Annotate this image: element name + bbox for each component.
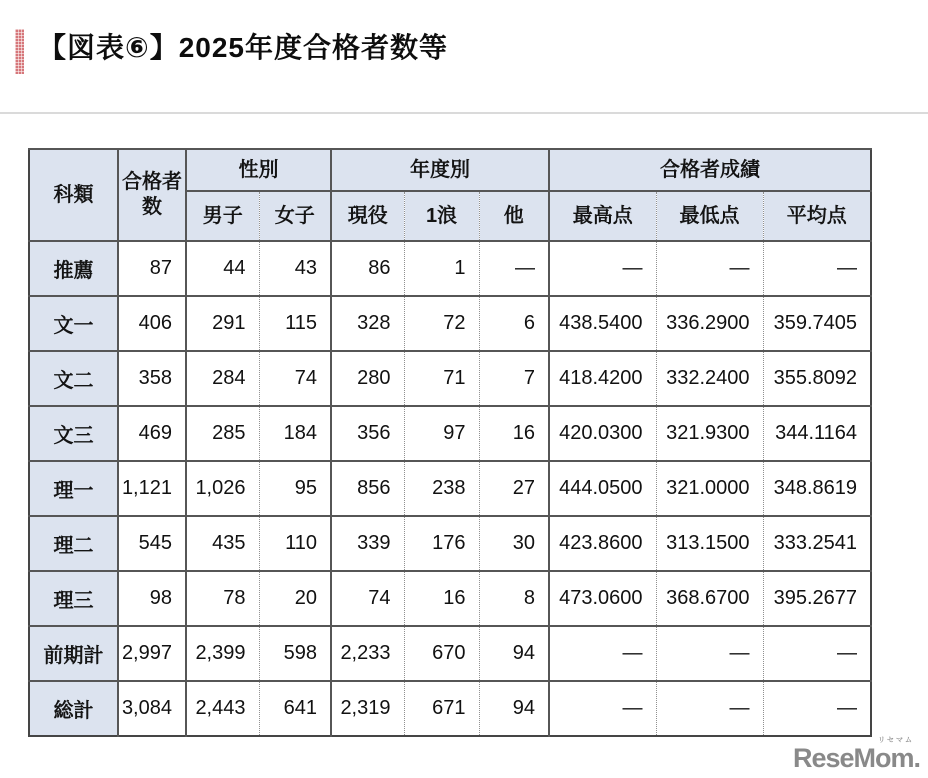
table-cell: 420.0300 [549, 406, 656, 461]
row-label: 総計 [29, 681, 118, 736]
table-cell: — [549, 681, 656, 736]
table-cell: 7 [479, 351, 549, 406]
table-cell: 355.8092 [763, 351, 871, 406]
table-cell: 1,121 [118, 461, 186, 516]
table-cell: — [549, 626, 656, 681]
table-body [29, 241, 871, 736]
table-cell: 356 [331, 406, 404, 461]
table-cell: 27 [479, 461, 549, 516]
table-cell: 321.0000 [656, 461, 763, 516]
table-cell: 285 [186, 406, 259, 461]
table-cell: 423.8600 [549, 516, 656, 571]
table-cell: 358 [118, 351, 186, 406]
row-label: 理二 [29, 516, 118, 571]
resemom-logo [793, 737, 920, 772]
table-cell: 98 [118, 571, 186, 626]
table-row [29, 351, 871, 406]
table-cell: 16 [479, 406, 549, 461]
table-cell: 435 [186, 516, 259, 571]
resemom-logo-text: ReseMom. [792, 743, 920, 773]
header-category: 科類 [29, 149, 118, 241]
table-cell: 71 [404, 351, 479, 406]
table-cell: 2,233 [331, 626, 404, 681]
header-current: 現役 [331, 191, 404, 241]
table-cell: 348.8619 [763, 461, 871, 516]
table-cell: 44 [186, 241, 259, 296]
table-cell: — [656, 626, 763, 681]
row-label: 理三 [29, 571, 118, 626]
results-table [28, 148, 872, 737]
table-cell: 444.0500 [549, 461, 656, 516]
table-cell: 418.4200 [549, 351, 656, 406]
header-female: 女子 [259, 191, 331, 241]
header-ronin1: 1浪 [404, 191, 479, 241]
table-cell: 313.1500 [656, 516, 763, 571]
header-other: 他 [479, 191, 549, 241]
table-cell: — [656, 241, 763, 296]
table-cell: 598 [259, 626, 331, 681]
table-cell: 72 [404, 296, 479, 351]
table-cell: 332.2400 [656, 351, 763, 406]
table-cell: 641 [259, 681, 331, 736]
table-cell: — [549, 241, 656, 296]
table-cell: 368.6700 [656, 571, 763, 626]
table-cell: 284 [186, 351, 259, 406]
table-cell: 1,026 [186, 461, 259, 516]
table-cell: 406 [118, 296, 186, 351]
table-cell: 94 [479, 626, 549, 681]
row-label: 文一 [29, 296, 118, 351]
table-cell: 43 [259, 241, 331, 296]
table-cell: 328 [331, 296, 404, 351]
table-cell: 670 [404, 626, 479, 681]
table-cell: 115 [259, 296, 331, 351]
table-cell: 86 [331, 241, 404, 296]
table-cell: 344.1164 [763, 406, 871, 461]
header-max: 最高点 [549, 191, 656, 241]
table-cell: 545 [118, 516, 186, 571]
table-cell: 74 [331, 571, 404, 626]
table-cell: — [656, 681, 763, 736]
results-table-wrapper [28, 148, 872, 737]
title-band [0, 0, 928, 112]
table-cell: 97 [404, 406, 479, 461]
page-title: 【図表⑥】2025年度合格者数等 [38, 32, 448, 63]
red-accent-bar [15, 29, 24, 74]
table-cell: 333.2541 [763, 516, 871, 571]
header-group-year: 年度別 [331, 149, 549, 191]
table-cell: 1 [404, 241, 479, 296]
table-cell: 16 [404, 571, 479, 626]
row-label: 文三 [29, 406, 118, 461]
table-row [29, 681, 871, 736]
header-group-gender: 性別 [186, 149, 331, 191]
table-cell: 184 [259, 406, 331, 461]
table-cell: 74 [259, 351, 331, 406]
table-cell: 438.5400 [549, 296, 656, 351]
table-cell: 395.2677 [763, 571, 871, 626]
table-cell: 110 [259, 516, 331, 571]
table-cell: 359.7405 [763, 296, 871, 351]
table-cell: 2,443 [186, 681, 259, 736]
row-label: 理一 [29, 461, 118, 516]
header-passers: 合格者数 [118, 149, 186, 241]
table-row [29, 571, 871, 626]
table-cell: 291 [186, 296, 259, 351]
header-row-groups [29, 149, 871, 191]
table-row [29, 406, 871, 461]
table-cell: 94 [479, 681, 549, 736]
table-cell: 238 [404, 461, 479, 516]
table-cell: 2,399 [186, 626, 259, 681]
table-cell: 78 [186, 571, 259, 626]
table-cell: — [763, 681, 871, 736]
header-group-scores: 合格者成績 [549, 149, 871, 191]
table-cell: 2,319 [331, 681, 404, 736]
table-row [29, 461, 871, 516]
table-cell: 321.9300 [656, 406, 763, 461]
table-cell: 473.0600 [549, 571, 656, 626]
table-cell: — [763, 241, 871, 296]
row-label: 推薦 [29, 241, 118, 296]
table-row [29, 241, 871, 296]
header-min: 最低点 [656, 191, 763, 241]
table-cell: 3,084 [118, 681, 186, 736]
table-cell: — [479, 241, 549, 296]
table-row [29, 296, 871, 351]
table-cell: 339 [331, 516, 404, 571]
table-cell: 336.2900 [656, 296, 763, 351]
table-cell: 95 [259, 461, 331, 516]
table-cell: 30 [479, 516, 549, 571]
table-cell: 87 [118, 241, 186, 296]
row-label: 文二 [29, 351, 118, 406]
table-cell: — [763, 626, 871, 681]
table-cell: 671 [404, 681, 479, 736]
table-row [29, 626, 871, 681]
resemom-logo-ruby: リセマム [878, 737, 914, 744]
table-cell: 20 [259, 571, 331, 626]
table-cell: 8 [479, 571, 549, 626]
table-cell: 469 [118, 406, 186, 461]
table-cell: 6 [479, 296, 549, 351]
table-row [29, 516, 871, 571]
header-male: 男子 [186, 191, 259, 241]
table-cell: 856 [331, 461, 404, 516]
row-label: 前期計 [29, 626, 118, 681]
table-cell: 2,997 [118, 626, 186, 681]
table-cell: 176 [404, 516, 479, 571]
header-avg: 平均点 [763, 191, 871, 241]
title-divider [0, 112, 928, 114]
table-cell: 280 [331, 351, 404, 406]
